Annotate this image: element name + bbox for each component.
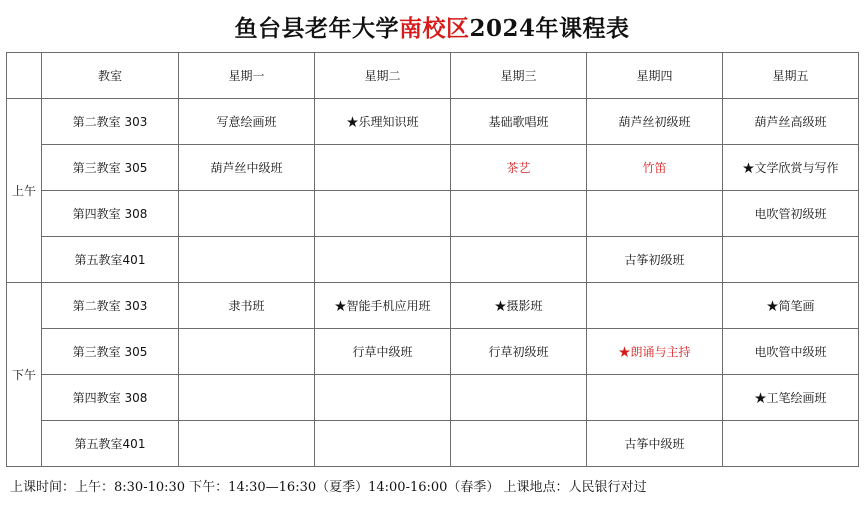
course-cell: [179, 237, 315, 283]
course-cell: [315, 145, 451, 191]
table-row: [7, 237, 859, 283]
course-cell: 葫芦丝高级班: [723, 99, 859, 145]
course-cell: ★文学欣赏与写作: [723, 145, 859, 191]
room-cell: 第二教室 303: [42, 283, 179, 329]
header-row: [7, 53, 859, 99]
course-cell: [723, 421, 859, 467]
header-cell-corner: [7, 53, 42, 99]
course-cell-highlighted: 茶艺: [451, 145, 587, 191]
course-cell: [451, 375, 587, 421]
course-cell: ★简笔画: [723, 283, 859, 329]
course-cell: 葫芦丝中级班: [179, 145, 315, 191]
course-cell: 电吹管初级班: [723, 191, 859, 237]
course-cell: [723, 237, 859, 283]
course-cell: [451, 421, 587, 467]
header-cell-monday: 星期一: [179, 53, 315, 99]
header-cell-thursday: 星期四: [587, 53, 723, 99]
course-cell: 行草初级班: [451, 329, 587, 375]
course-cell: 古筝初级班: [587, 237, 723, 283]
course-cell: [315, 191, 451, 237]
course-cell: 葫芦丝初级班: [587, 99, 723, 145]
course-cell: [179, 191, 315, 237]
course-cell: [587, 283, 723, 329]
course-cell: ★智能手机应用班: [315, 283, 451, 329]
course-cell: [179, 375, 315, 421]
room-cell: 第四教室 308: [42, 375, 179, 421]
course-cell-highlighted: 竹笛: [587, 145, 723, 191]
course-cell: [315, 237, 451, 283]
room-cell: 第二教室 303: [42, 99, 179, 145]
header-cell-wednesday: 星期三: [451, 53, 587, 99]
course-cell: 隶书班: [179, 283, 315, 329]
room-cell: 第三教室 305: [42, 329, 179, 375]
table-row: [7, 191, 859, 237]
schedule-table: [6, 52, 859, 467]
course-cell: [451, 191, 587, 237]
title-school: 鱼台县老年大学: [234, 15, 399, 42]
table-row: [7, 145, 859, 191]
course-cell: [179, 329, 315, 375]
header-cell-friday: 星期五: [723, 53, 859, 99]
course-cell: 基础歌唱班: [451, 99, 587, 145]
page-title: [0, 10, 864, 43]
period-morning: 上午: [7, 99, 42, 283]
course-cell-highlighted: ★朗诵与主持: [587, 329, 723, 375]
table-row: [7, 375, 859, 421]
course-cell: [587, 375, 723, 421]
course-cell: ★摄影班: [451, 283, 587, 329]
class-time-location-note: 上课时间：上午：8:30-10:30 下午：14:30—16:30（夏季）14:00-16:00（春季） 上课地点：人民银行对过: [10, 480, 647, 495]
course-cell: [179, 421, 315, 467]
course-cell: [587, 191, 723, 237]
course-cell: [315, 375, 451, 421]
course-cell: ★工笔绘画班: [723, 375, 859, 421]
room-cell: 第三教室 305: [42, 145, 179, 191]
course-cell: [315, 421, 451, 467]
course-cell: 行草中级班: [315, 329, 451, 375]
course-cell: 写意绘画班: [179, 99, 315, 145]
title-year: 2024年课程表: [469, 15, 630, 42]
course-cell: ★乐理知识班: [315, 99, 451, 145]
room-cell: 第四教室 308: [42, 191, 179, 237]
table-row: [7, 283, 859, 329]
room-cell: 第五教室401: [42, 421, 179, 467]
course-cell: 电吹管中级班: [723, 329, 859, 375]
table-row: [7, 329, 859, 375]
header-cell-tuesday: 星期二: [315, 53, 451, 99]
table-row: [7, 421, 859, 467]
header-cell-room: 教室: [42, 53, 179, 99]
course-cell: 古筝中级班: [587, 421, 723, 467]
table-row: [7, 99, 859, 145]
course-cell: [451, 237, 587, 283]
period-afternoon: 下午: [7, 283, 42, 467]
title-campus: 南校区: [398, 16, 470, 42]
room-cell: 第五教室401: [42, 237, 179, 283]
